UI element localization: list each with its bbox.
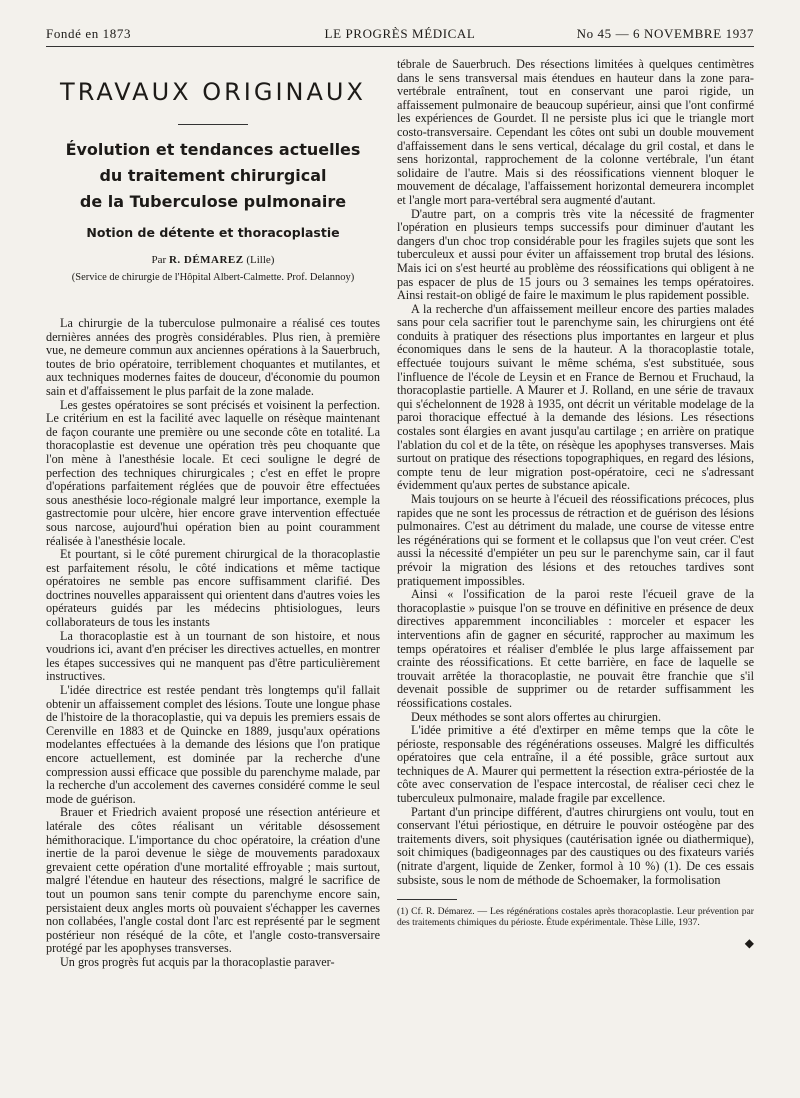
article-subtitle: Notion de détente et thoracoplastie bbox=[86, 225, 340, 240]
paragraph: D'autre part, on a compris très vite la nécessité de fragmenter l'opération en plusieurs temps successifs pour diminuer d'autant les dangers d'un choc trop considérable pour les fragiles sujets que sont les tuberculeux et aussi pour éviter un affaissement trop brutal des lésions. Mais ici on s'est heurté au problème des réossifications qui obligent à ne pas espacer de plus de 15 jours ou 3 semaines les temps opératoires. Ainsi restait-on obligé de faire le maximum le plus rapidement possible. bbox=[397, 206, 754, 303]
paragraph: L'idée primitive a été d'extirper en même temps que la côte le périoste, responsable des régénérations osseuses. Malgré les difficultés opératoires que cela entraîne, il a été possible, grâce surtout aux techniques de A. Maurer qui permettent la résection extra-périostée de la côte avec conservation de l'espace intercostal, de réaliser ceci chez le tuberculeux pulmonaire, malade fragile par excellence. bbox=[397, 723, 754, 806]
header-founded: Fondé en 1873 bbox=[46, 26, 132, 41]
header-rule bbox=[46, 46, 754, 47]
paragraph: La chirurgie de la tuberculose pulmonaire a réalisé ces toutes dernières années des progrès considérables. Plus rien, à première vue, ne demeure commun aux anciennes opérations à la Sauerbruch, toutes de brio opératoire, terriblement choquantes et mutilantes, et aux techniques modernes faites de douceur, d'économie du poumon sain et d'affaissement le plus parfait de la zone malade. bbox=[46, 316, 380, 398]
paragraph: Brauer et Friedrich avaient proposé une résection antérieure et latérale des côtes réalisant un véritable désossement hémithoracique. L'importance du choc opératoire, la création d'une inertie de la paroi devenue le siège de mouvements paradoxaux grevaient cette opération d'une mortalité effroyable ; mais surtout, malgré l'étendue en hauteur des résections, malgré le sacrifice de tout un poumon sans tenir compte du parenchyme encore sain, persistaient deux angles morts où pouvaient s'échapper les cavernes non collabées, l'angle costal dont l'arc est représenté par le segment postérieur non réséqué de la côte, et l'angle costo-transversaire protégé par les apophyses transverses. bbox=[46, 805, 380, 956]
author-name: R. DÉMAREZ bbox=[168, 254, 244, 266]
footnote: (1) Cf. R. Démarez. — Les régénérations costales après thoracoplastie. Leur prévention par des traitements chimiques du périoste. Étude expérimentale. Thèse Lille, 1937. bbox=[397, 906, 754, 929]
title-line: du traitement chirurgical bbox=[99, 166, 327, 185]
end-mark-icon: ◆ bbox=[744, 936, 754, 951]
right-body bbox=[397, 58, 754, 887]
paragraph: Un gros progrès fut acquis par la thoracoplastie paraver- bbox=[60, 954, 335, 969]
article-title bbox=[46, 137, 380, 215]
right-column bbox=[397, 58, 754, 951]
title-line: Évolution et tendances actuelles bbox=[65, 140, 361, 159]
running-header bbox=[46, 26, 754, 46]
author-line bbox=[46, 254, 380, 266]
paragraph: L'idée directrice est restée pendant très longtemps qu'il fallait obtenir un affaissement complet des lésions. Toute une longue phase de l'histoire de la thoracoplastie, qui va depuis les premiers essais de Cerenville en 1883 et de Quincke en 1889, jusqu'aux opérations modelantes effectuées à la demande des lésions que l'on pratique encore actuellement, est dominée par la recherche d'une compression aussi efficace que possible du parenchyme malade, par la recherche d'un accolement des cavernes considéré comme le seul mode de guérison. bbox=[46, 683, 380, 806]
footnote-rule bbox=[397, 899, 457, 900]
paragraph: Deux méthodes se sont alors offertes au chirurgien. bbox=[411, 709, 662, 724]
paragraph: Et pourtant, si le côté purement chirurgical de la thoracoplastie est parfaitement résolu, le côté indications et même tactique opératoires ne semble pas encore suffisamment clarifié. Des doctrines nouvelles apparaissent qui orientent dans d'autres voies les opérateurs guidés par les médecins phtisiologues, leurs collaborateurs de tous les instants bbox=[46, 547, 380, 630]
author-affiliation: (Service de chirurgie de l'Hôpital Albert-Calmette. Prof. Delannoy) bbox=[71, 272, 355, 283]
header-issue-date: No 45 — 6 NOVEMBRE 1937 bbox=[576, 26, 754, 41]
left-column bbox=[46, 58, 380, 970]
paragraph: La thoracoplastie est à un tournant de son histoire, et nous voudrions ici, avant d'en préciser les directives actuelles, en montrer les étapes successives qui ne manquent pas d'être particulièrement instructives. bbox=[46, 628, 380, 684]
paragraph: Partant d'un principe différent, d'autres chirurgiens ont voulu, tout en conservant l'étui périostique, en détruire le pouvoir ostéogène par des traitements divers, soit physiques (cautérisation ignée ou diathermique), soit chimiques (badigeonnages par des caustiques ou des fixateurs variés (nitrate d'argent, liquide de Zenker, formol à 10 %) (1). De ces essais subsiste, sous le nom de méthode de Schoemaker, la formolisation bbox=[397, 804, 754, 887]
paragraph: Mais toujours on se heurte à l'écueil des réossifications précoces, plus rapides que ne sont les processus de rétraction et de guérison des lésions pulmonaires. C'est au détriment du malade, une course de vitesse entre les régénérations qui se forment et le collapsus que l'on veut créer. C'est aussi la nécessité d'empiéter un peu sur le parenchyme sain, car il faut prévoir la migration des lésions et des retouches tardives sont pratiquement impossibles. bbox=[397, 492, 754, 588]
title-line: de la Tuberculose pulmonaire bbox=[79, 192, 347, 211]
title-rule bbox=[178, 124, 248, 125]
author-place: (Lille) bbox=[246, 254, 275, 266]
left-body bbox=[46, 317, 380, 970]
header-journal-title: LE PROGRÈS MÉDICAL bbox=[324, 26, 476, 41]
paragraph: Ainsi « l'ossification de la paroi reste l'écueil grave de la thoracoplastie » puisque l'on se trouve en définitive en présence de deux directives apparemment inconciliables : morceler et espacer les interventions afin de gagner en sécurité, rapprocher au maximum les temps opératoires et réaliser d'emblée le plus large affaissement par crainte des réossifications. Et cette barrière, en face de laquelle se trouvait arrêtée la thoracoplastie, ne pouvait être franchie que s'il devenait possible de supprimer ou de retarder suffisamment les réossifications costales. bbox=[397, 587, 754, 710]
paragraph: A la recherche d'un affaissement meilleur encore des parties malades sans pour cela sacrifier tout le parenchyme sain, les chirurgiens ont été conduits à pratiquer des résections plus importantes en largeur et plus économiques dans le sens de la hauteur. A la thoracoplastie totale, effectuée toujours suivant le même schéma, s'est substituée, sous l'influence de l'école de Leysin et en France de Bernou et Fruchaud, la thoracoplastie partielle. A Maurer et J. Rolland, en une série de travaux qui s'échelonnent de 1928 à 1935, ont décrit un véritable modelage de la paroi thoracique effectué à la demande des lésions. Les résections costales sont élargies en avant jusqu'au cartilage ; en arrière on pratique l'ablation du col et de la tête, on résèque les apophyses transverses. Mais surtout on pratique des résections topographiques, en regard des lésions, compte tenu de leur migration post-opératoire, ceci ne s'adressant évidemment qu'aux pertes de substance apicale. bbox=[397, 301, 754, 493]
section-title: TRAVAUX ORIGINAUX bbox=[60, 78, 366, 106]
paragraph: Les gestes opératoires se sont précisés et voisinent la perfection. Le critérium en est la facilité avec laquelle on résèque maintenant de façon courante une première ou une seconde côte en totalité. La thoracoplastie est devenue une opération très peu choquante que l'on mène à l'anesthésie locale. Et ceci souligne le degré de perfection des techniques chirurgicales ; c'est en effet le propre d'opérations parfaitement réglées que de pouvoir être effectuées sous anesthésie loco-régionale malgré leur importance, exemple la gastrectomie pour ulcère, hier encore grave intervention effectuée sous narcose, aujourd'hui opération bien au point couramment réalisée à l'anesthésie locale. bbox=[46, 397, 380, 548]
paragraph: tébrale de Sauerbruch. Des résections limitées à quelques centimètres dans le sens transversal mais étendues en hauteur dans la zone para-vertébrale entraînent, tout en conservant une paroi rigide, un affaissement pulmonaire de beaucoup supérieur, ainsi que l'ont confirmé les expériences de Gourdet. Il ne persiste plus ici que le triangle mort costo-transversaire. Cependant les côtes ont subi un double mouvement d'affaissement dans le sens vertical, décalage du gril costal, et dans le sens horizontal, rapprochement de la colonne vertébrale, l'un étant solidaire de l'autre. Mais si des réossifications viennent bloquer le mouvement de décalage, l'affaissement horizontal demeurera incomplet et l'angle mort para-vertébral sera augmenté d'autant. bbox=[397, 57, 754, 207]
author-prefix: Par bbox=[151, 254, 167, 266]
